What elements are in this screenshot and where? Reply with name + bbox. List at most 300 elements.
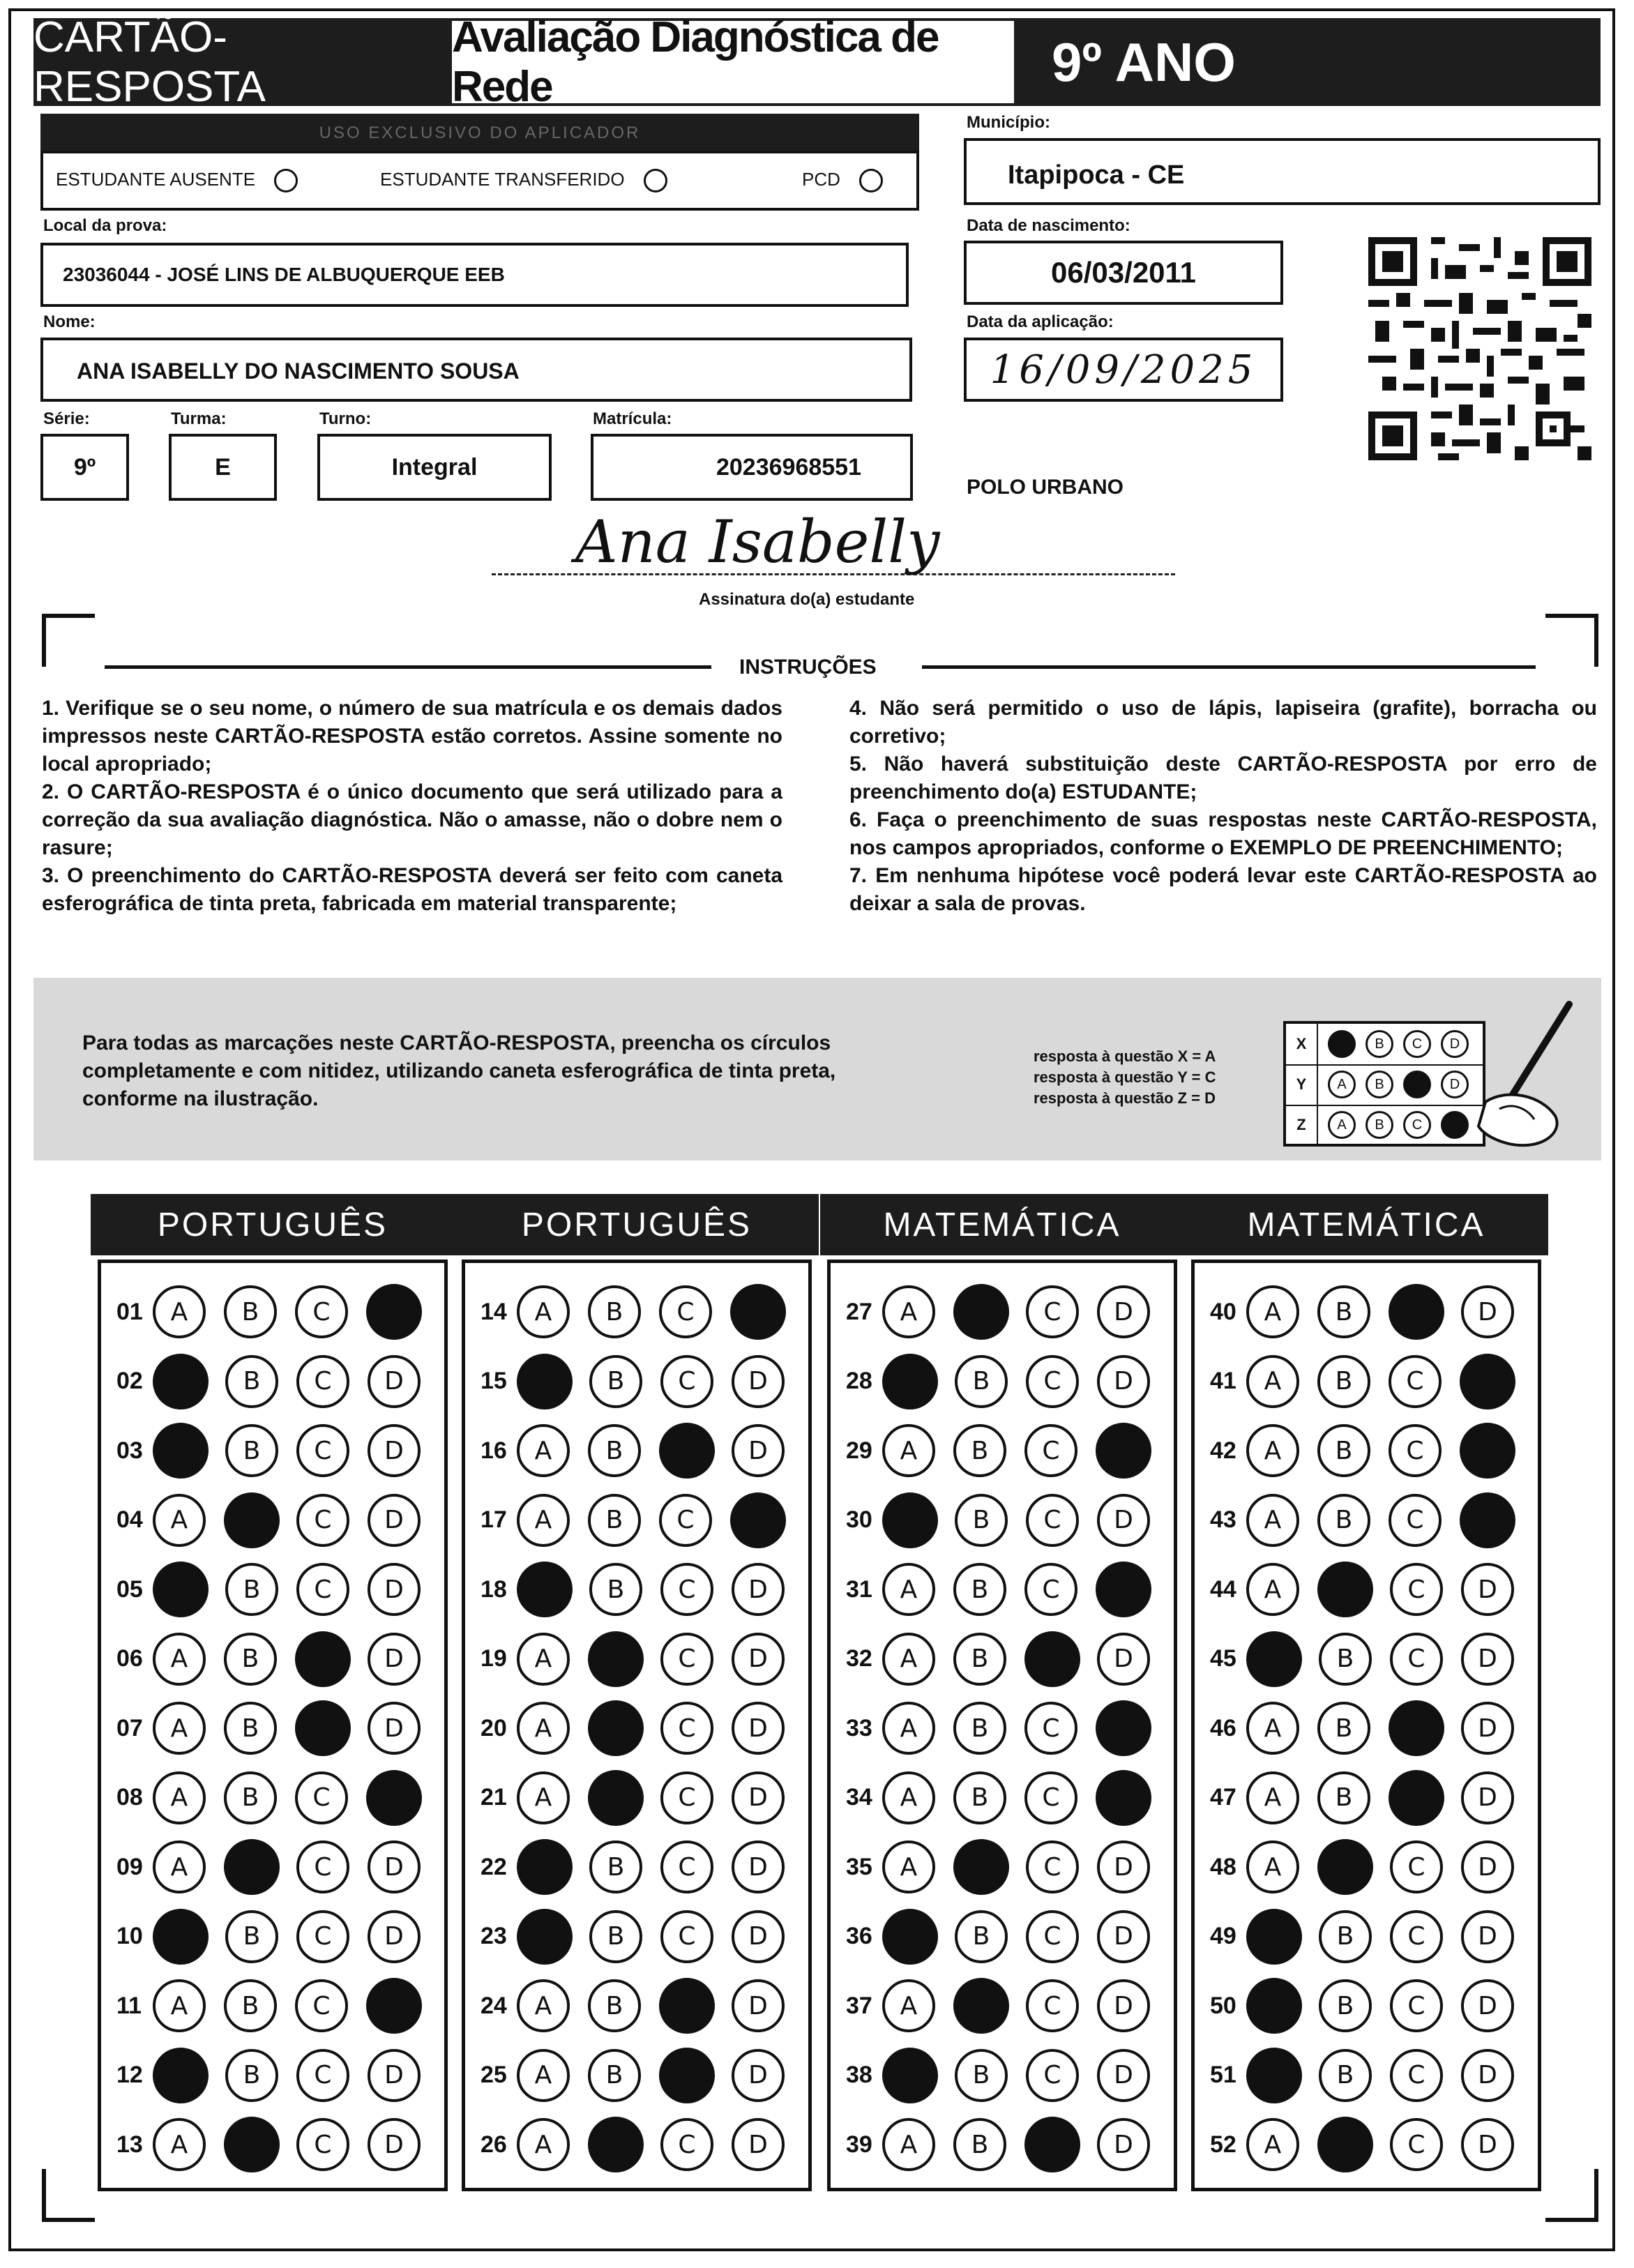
question-row [846,1628,1168,1690]
answer-bubble-b[interactable] [1317,2117,1373,2172]
answer-bubble-d[interactable] [1460,1492,1515,1548]
answer-bubble-c[interactable]: C [660,1563,713,1616]
answer-bubble-c[interactable]: C [296,1355,349,1408]
serie-label: Série: [43,409,90,428]
answer-bubble-d[interactable]: D [1097,1910,1150,1963]
aplicacao-box [964,338,1283,402]
example-bubble-b: B [1366,1030,1393,1058]
answer-bubble-c[interactable]: C [1389,1355,1442,1408]
answer-bubble-b[interactable] [224,1492,280,1548]
question-number: 45 [1210,1645,1236,1672]
instructions-rule-left [105,665,711,669]
answer-bubble-d[interactable]: D [1097,1633,1150,1686]
answer-bubble-d[interactable]: D [1461,1702,1514,1755]
question-row [846,1975,1168,2036]
answer-bubble-a[interactable]: A [1246,1424,1299,1477]
answer-bubble-a[interactable] [1246,2048,1302,2103]
answer-bubble-c[interactable]: C [1389,1424,1442,1477]
answer-bubble-c[interactable]: C [295,1771,348,1824]
answer-bubble-a[interactable] [1246,1631,1302,1687]
answer-bubble-d[interactable] [366,1978,422,2034]
answer-bubble-a[interactable]: A [1246,1285,1299,1338]
status-pcd-radio[interactable] [859,169,883,192]
answer-bubble-d[interactable] [1096,1423,1151,1479]
question-row [116,1559,439,1620]
question-number: 24 [481,1992,507,2019]
answer-bubble-c[interactable]: C [660,1910,713,1963]
answer-bubble-c[interactable]: C [1390,1563,1443,1616]
name-value: ANA ISABELLY DO NASCIMENTO SOUSA [77,358,520,384]
answer-bubble-d[interactable]: D [368,2049,421,2102]
nascimento-value: 06/03/2011 [1051,256,1196,289]
question-number: 20 [481,1714,507,1741]
answer-bubble-a[interactable] [882,2048,938,2103]
answer-bubble-c[interactable]: C [660,2118,713,2171]
answer-bubble-b[interactable]: B [953,1771,1006,1824]
answer-bubble-a[interactable]: A [153,1285,206,1338]
answer-bubble-c[interactable]: C [1390,1633,1443,1686]
answer-bubble-a[interactable]: A [882,1285,935,1338]
answer-bubble-c[interactable]: C [1026,2049,1079,2102]
answer-bubble-d[interactable]: D [1461,1840,1514,1893]
answer-bubble-c[interactable]: C [660,1633,713,1686]
answer-bubble-d[interactable]: D [1461,2118,1514,2171]
turma-box [169,434,277,501]
answer-bubble-c[interactable] [1389,1284,1444,1340]
answer-bubble-c[interactable]: C [1390,2118,1443,2171]
example-bubble-c: C [1403,1111,1431,1139]
answer-bubble-a[interactable] [517,1562,573,1617]
question-number: 33 [846,1714,872,1741]
answer-bubble-c[interactable]: C [1026,1910,1079,1963]
answer-bubble-b[interactable] [953,1284,1009,1340]
answer-bubble-b[interactable]: B [224,1633,277,1686]
answer-bubble-a[interactable]: A [1246,1563,1299,1616]
answer-bubble-d[interactable]: D [1461,2049,1514,2102]
answer-bubble-d[interactable]: D [732,1910,785,1963]
turma-label: Turma: [171,409,227,428]
question-row [1210,1767,1532,1829]
answer-bubble-d[interactable] [730,1492,786,1548]
question-number: 46 [1210,1714,1236,1741]
answer-bubble-c[interactable] [659,1423,715,1479]
answer-bubble-c[interactable]: C [296,1424,349,1477]
question-number: 19 [481,1645,507,1672]
question-number: 21 [481,1784,507,1810]
answer-bubble-c[interactable] [295,1631,351,1687]
example-row-label: X [1286,1024,1318,1064]
answer-bubble-d[interactable]: D [1461,1910,1514,1963]
serie-value: 9º [73,453,96,481]
answer-bubble-c[interactable]: C [1390,1840,1443,1893]
answer-bubble-a[interactable]: A [882,1979,935,2032]
question-number: 40 [1210,1298,1236,1325]
answer-bubble-c[interactable]: C [1024,1702,1077,1755]
answer-bubble-b[interactable]: B [589,1355,642,1408]
status-transferred[interactable] [380,169,667,192]
answer-bubble-d[interactable]: D [732,1702,785,1755]
answer-bubble-d[interactable]: D [1097,2049,1150,2102]
answer-bubble-b[interactable]: B [588,1424,641,1477]
question-number: 30 [846,1506,872,1533]
answer-bubble-b[interactable] [1317,1839,1373,1895]
answer-bubble-d[interactable]: D [1461,1633,1514,1686]
hand-pen-icon [1458,997,1583,1151]
answer-bubble-d[interactable] [730,1284,786,1340]
answer-bubble-a[interactable]: A [1246,1494,1299,1547]
answer-bubble-a[interactable]: A [1246,1840,1299,1893]
answer-bubble-c[interactable]: C [296,2118,349,2171]
answer-bubble-c[interactable]: C [1024,1771,1077,1824]
answer-bubble-c[interactable]: C [296,1494,349,1547]
answer-bubble-b[interactable]: B [1317,1494,1370,1547]
answer-bubble-c[interactable]: C [1389,1494,1442,1547]
question-row [481,1698,803,1759]
answer-bubble-b[interactable]: B [1317,1285,1370,1338]
answer-bubble-d[interactable]: D [732,1355,785,1408]
column-header-3: MATEMÁTICA [820,1194,1184,1255]
answer-bubble-c[interactable]: C [1026,1979,1079,2032]
question-number: 43 [1210,1506,1236,1533]
example-bubble-b: B [1366,1071,1393,1098]
answer-bubble-b[interactable]: B [953,1563,1006,1616]
answer-bubble-c[interactable]: C [1390,2049,1443,2102]
question-row [846,2114,1168,2175]
answer-bubble-a[interactable] [517,1354,573,1409]
answer-bubble-b[interactable]: B [955,1910,1008,1963]
answer-bubble-d[interactable]: D [732,1563,785,1616]
answer-bubble-a[interactable]: A [517,1494,570,1547]
status-absent-radio[interactable] [274,169,298,192]
answer-bubble-c[interactable] [659,1978,715,2034]
question-number: 52 [1210,2131,1236,2158]
answer-bubble-d[interactable]: D [368,1633,421,1686]
answer-bubble-b[interactable]: B [953,1424,1006,1477]
answer-bubble-c[interactable]: C [660,1355,713,1408]
answer-bubble-c[interactable]: C [1390,1910,1443,1963]
answer-column-2 [462,1260,812,2191]
answer-bubble-a[interactable]: A [517,1633,570,1686]
answer-bubble-d[interactable]: D [1461,1563,1514,1616]
matricula-box [591,434,913,501]
question-row [481,1281,803,1343]
instructions-title: INSTRUÇÕES [739,656,877,679]
answer-bubble-a[interactable]: A [517,1702,570,1755]
answer-bubble-a[interactable] [153,2048,209,2103]
answer-bubble-c[interactable] [1389,1700,1444,1756]
question-row [1210,2114,1532,2175]
answer-bubble-b[interactable]: B [589,1840,642,1893]
question-row [1210,1698,1532,1759]
answer-bubble-d[interactable] [1096,1770,1151,1826]
answer-bubble-b[interactable] [588,2117,644,2172]
answer-bubble-d[interactable]: D [1097,1355,1150,1408]
answer-bubble-d[interactable]: D [1097,1494,1150,1547]
answer-bubble-c[interactable]: C [295,1979,348,2032]
question-number: 36 [846,1923,872,1949]
answer-bubble-a[interactable]: A [517,1424,570,1477]
answer-bubble-d[interactable]: D [732,1633,785,1686]
answer-bubble-b[interactable] [588,1770,644,1826]
question-number: 42 [1210,1437,1236,1464]
example-legend-z: resposta à questão Z = D [1034,1089,1216,1107]
answer-bubble-a[interactable] [882,1354,938,1409]
answer-bubble-d[interactable]: D [368,1355,421,1408]
answer-bubble-d[interactable]: D [1097,2118,1150,2171]
question-number: 51 [1210,2062,1236,2088]
answer-bubble-a[interactable]: A [882,1771,935,1824]
answer-bubble-c[interactable]: C [296,1910,349,1963]
answer-bubble-c[interactable] [659,2048,715,2103]
answer-bubble-d[interactable]: D [368,1702,421,1755]
answer-bubble-b[interactable] [953,1978,1009,2034]
answer-bubble-a[interactable]: A [882,1563,935,1616]
question-row [116,1698,439,1759]
answer-bubble-b[interactable]: B [1319,1910,1372,1963]
answer-bubble-d[interactable] [1460,1423,1515,1479]
answer-bubble-a[interactable] [882,1492,938,1548]
question-number: 38 [846,2062,872,2088]
question-number: 01 [116,1298,143,1325]
answer-bubble-a[interactable]: A [153,1494,206,1547]
answer-bubble-b[interactable]: B [225,1910,278,1963]
answer-bubble-d[interactable]: D [732,1771,785,1824]
answer-bubble-a[interactable] [1246,1909,1302,1965]
question-row [1210,1628,1532,1690]
question-number: 04 [116,1506,143,1533]
answer-bubble-a[interactable] [153,1354,209,1409]
answer-bubble-c[interactable]: C [1024,1563,1077,1616]
answer-bubble-c[interactable]: C [1026,1285,1079,1338]
answer-bubble-a[interactable]: A [153,1771,206,1824]
answer-bubble-c[interactable]: C [296,1563,349,1616]
answer-bubble-b[interactable]: B [955,2049,1008,2102]
answer-bubble-a[interactable]: A [517,1979,570,2032]
answer-bubble-b[interactable]: B [588,1979,641,2032]
answer-bubble-d[interactable] [1096,1700,1151,1756]
answer-bubble-b[interactable]: B [224,1979,277,2032]
turno-label: Turno: [319,409,372,428]
answer-bubble-c[interactable] [1389,1770,1444,1826]
answer-bubble-b[interactable]: B [955,1355,1008,1408]
answer-bubble-a[interactable]: A [882,1633,935,1686]
answer-bubble-c[interactable] [1024,2117,1080,2172]
answer-bubble-b[interactable]: B [225,1424,278,1477]
answer-bubble-b[interactable]: B [1319,2049,1372,2102]
status-pcd-label: PCD [802,169,840,190]
question-number: 13 [116,2131,143,2158]
question-number: 09 [116,1853,143,1880]
answer-bubble-d[interactable]: D [1461,1979,1514,2032]
instructions-rule-right [922,665,1536,669]
question-number: 25 [481,2062,507,2088]
answer-bubble-d[interactable]: D [368,1424,421,1477]
answer-bubble-c[interactable]: C [1026,1494,1079,1547]
question-number: 10 [116,1923,143,1949]
instruction-3: 3. O preenchimento do CARTÃO-RESPOSTA deverá ser feito com caneta esferográfica de tinta preta, fabricada em material transparente; [42,864,782,915]
status-absent[interactable] [56,169,298,192]
question-row [481,1906,803,1967]
answer-bubble-b[interactable] [224,2117,280,2172]
answer-bubble-a[interactable]: A [882,1424,935,1477]
answer-bubble-a[interactable]: A [517,2118,570,2171]
answer-bubble-d[interactable]: D [732,2049,785,2102]
answer-bubble-d[interactable] [366,1770,422,1826]
answer-bubble-b[interactable]: B [588,2049,641,2102]
answer-bubble-a[interactable] [517,1839,573,1895]
answer-bubble-d[interactable]: D [732,2118,785,2171]
answer-column-4 [1191,1260,1541,2191]
answer-bubble-b[interactable]: B [225,2049,278,2102]
answer-bubble-c[interactable]: C [660,1771,713,1824]
answer-bubble-a[interactable]: A [882,1840,935,1893]
question-number: 49 [1210,1923,1236,1949]
question-number: 16 [481,1437,507,1464]
status-pcd[interactable] [802,169,883,192]
answer-bubble-c[interactable]: C [296,2049,349,2102]
answer-bubble-d[interactable]: D [1461,1285,1514,1338]
answer-bubble-a[interactable]: A [153,1702,206,1755]
answer-bubble-c[interactable]: C [660,1840,713,1893]
answer-bubble-c[interactable]: C [296,1840,349,1893]
status-transferred-radio[interactable] [644,169,667,192]
qr-code-icon [1368,237,1591,460]
answer-bubble-b[interactable]: B [1317,1355,1370,1408]
question-row [481,1420,803,1481]
answer-bubble-a[interactable]: A [1246,1355,1299,1408]
answer-bubble-d[interactable]: D [1097,1840,1150,1893]
answer-bubble-a[interactable] [882,1909,938,1965]
question-number: 14 [481,1298,507,1325]
answer-bubble-a[interactable]: A [517,2049,570,2102]
answer-bubble-c[interactable] [1024,1631,1080,1687]
answer-bubble-b[interactable] [1317,1562,1373,1617]
answer-bubble-d[interactable]: D [1097,1285,1150,1338]
answer-bubble-b[interactable]: B [224,1702,277,1755]
answer-bubble-a[interactable]: A [1246,2118,1299,2171]
answer-bubble-a[interactable]: A [882,1702,935,1755]
answer-bubble-d[interactable]: D [368,1494,421,1547]
header-grade-title: 9º ANO [1052,31,1236,93]
answer-bubble-b[interactable] [953,1839,1009,1895]
example-row-label: Z [1286,1105,1318,1145]
answer-bubble-b[interactable]: B [588,1285,641,1338]
answer-bubble-b[interactable]: B [588,1494,641,1547]
question-row [116,2045,439,2106]
answer-bubble-d[interactable]: D [368,1563,421,1616]
answer-bubble-d[interactable]: D [368,2118,421,2171]
instruction-1: 1. Verifique se o seu nome, o número de sua matrícula e os demais dados impressos neste CARTÃO-RESPOSTA estão corretos. Assine somente no local apropriado; [42,697,782,776]
answer-bubble-b[interactable]: B [225,1355,278,1408]
question-row [116,1420,439,1481]
answer-bubble-c[interactable]: C [1024,1424,1077,1477]
answer-bubble-c[interactable]: C [295,1285,348,1338]
answer-bubble-c[interactable]: C [1026,1355,1079,1408]
status-transferred-label: ESTUDANTE TRANSFERIDO [380,169,625,190]
answer-bubble-a[interactable]: A [153,2118,206,2171]
answer-bubble-c[interactable]: C [1026,1840,1079,1893]
instructions-left [42,695,782,918]
corner-mark-top-left [42,614,95,667]
answer-bubble-d[interactable]: D [732,1424,785,1477]
answer-bubble-a[interactable]: A [882,2118,935,2171]
status-absent-label: ESTUDANTE AUSENTE [56,169,256,190]
answer-bubble-a[interactable]: A [153,1633,206,1686]
question-row [846,2045,1168,2106]
answer-bubble-d[interactable]: D [368,1910,421,1963]
answer-bubble-b[interactable]: B [589,1563,642,1616]
answer-bubble-d[interactable]: D [732,1979,785,2032]
answer-bubble-b[interactable]: B [224,1285,277,1338]
answer-bubble-b[interactable]: B [224,1771,277,1824]
answer-bubble-c[interactable]: C [659,1494,712,1547]
answer-bubble-a[interactable]: A [517,1285,570,1338]
question-number: 34 [846,1784,872,1810]
answer-bubble-a[interactable] [153,1909,209,1965]
answer-bubble-a[interactable]: A [153,1979,206,2032]
answer-bubble-b[interactable]: B [1317,1771,1370,1824]
answer-bubble-b[interactable]: B [589,1910,642,1963]
answer-bubble-d[interactable] [1460,1354,1515,1409]
question-row [1210,1281,1532,1343]
question-row [481,1559,803,1620]
answer-bubble-b[interactable]: B [1317,1702,1370,1755]
answer-bubble-a[interactable] [1246,1978,1302,2034]
question-row [481,1628,803,1690]
corner-mark-top-right [1545,614,1598,667]
answer-bubble-b[interactable] [588,1631,644,1687]
answer-bubble-b[interactable]: B [1319,1633,1372,1686]
answer-bubble-a[interactable]: A [1246,1702,1299,1755]
question-number: 18 [481,1575,507,1603]
answer-bubble-c[interactable]: C [660,1702,713,1755]
answer-bubble-d[interactable]: D [368,1840,421,1893]
answer-bubble-a[interactable]: A [153,1840,206,1893]
answer-bubble-c[interactable] [295,1700,351,1756]
answer-bubble-a[interactable] [153,1562,209,1617]
answer-bubble-b[interactable]: B [1317,1424,1370,1477]
column-header-2: PORTUGUÊS [455,1194,819,1255]
question-number: 31 [846,1575,872,1603]
answer-bubble-b[interactable] [588,1700,644,1756]
question-row [1210,1975,1532,2036]
answer-bubble-b[interactable]: B [225,1563,278,1616]
answer-bubble-b[interactable]: B [1319,1979,1372,2032]
answer-bubble-a[interactable] [153,1423,209,1479]
answer-bubble-a[interactable] [517,1909,573,1965]
answer-bubble-d[interactable]: D [1461,1771,1514,1824]
answer-bubble-d[interactable] [366,1284,422,1340]
question-row [846,1698,1168,1759]
question-number: 17 [481,1506,507,1533]
answer-bubble-c[interactable]: C [1390,1979,1443,2032]
instruction-2: 2. O CARTÃO-RESPOSTA é o único documento que será utilizado para a correção da sua avaliação diagnóstica. Não o amasse, não o dobre nem o rasure; [42,780,782,859]
answer-bubble-d[interactable] [1096,1562,1151,1617]
answer-bubble-c[interactable]: C [659,1285,712,1338]
answer-bubble-b[interactable]: B [955,1494,1008,1547]
answer-bubble-d[interactable]: D [1097,1979,1150,2032]
answer-bubble-b[interactable]: B [953,1633,1006,1686]
answer-bubble-b[interactable] [224,1839,280,1895]
polo-label: POLO URBANO [967,476,1124,499]
answer-bubble-a[interactable]: A [1246,1771,1299,1824]
answer-bubble-a[interactable]: A [517,1771,570,1824]
answer-bubble-b[interactable]: B [953,1702,1006,1755]
example-text: Para todas as marcações neste CARTÃO-RESPOSTA, preencha os círculos completamente e com nitidez, utilizando caneta esferográfica de tinta preta, conforme na ilustração. [82,1031,836,1110]
answer-bubble-d[interactable]: D [732,1840,785,1893]
answer-bubble-b[interactable]: B [953,2118,1006,2171]
question-row [481,2114,803,2175]
